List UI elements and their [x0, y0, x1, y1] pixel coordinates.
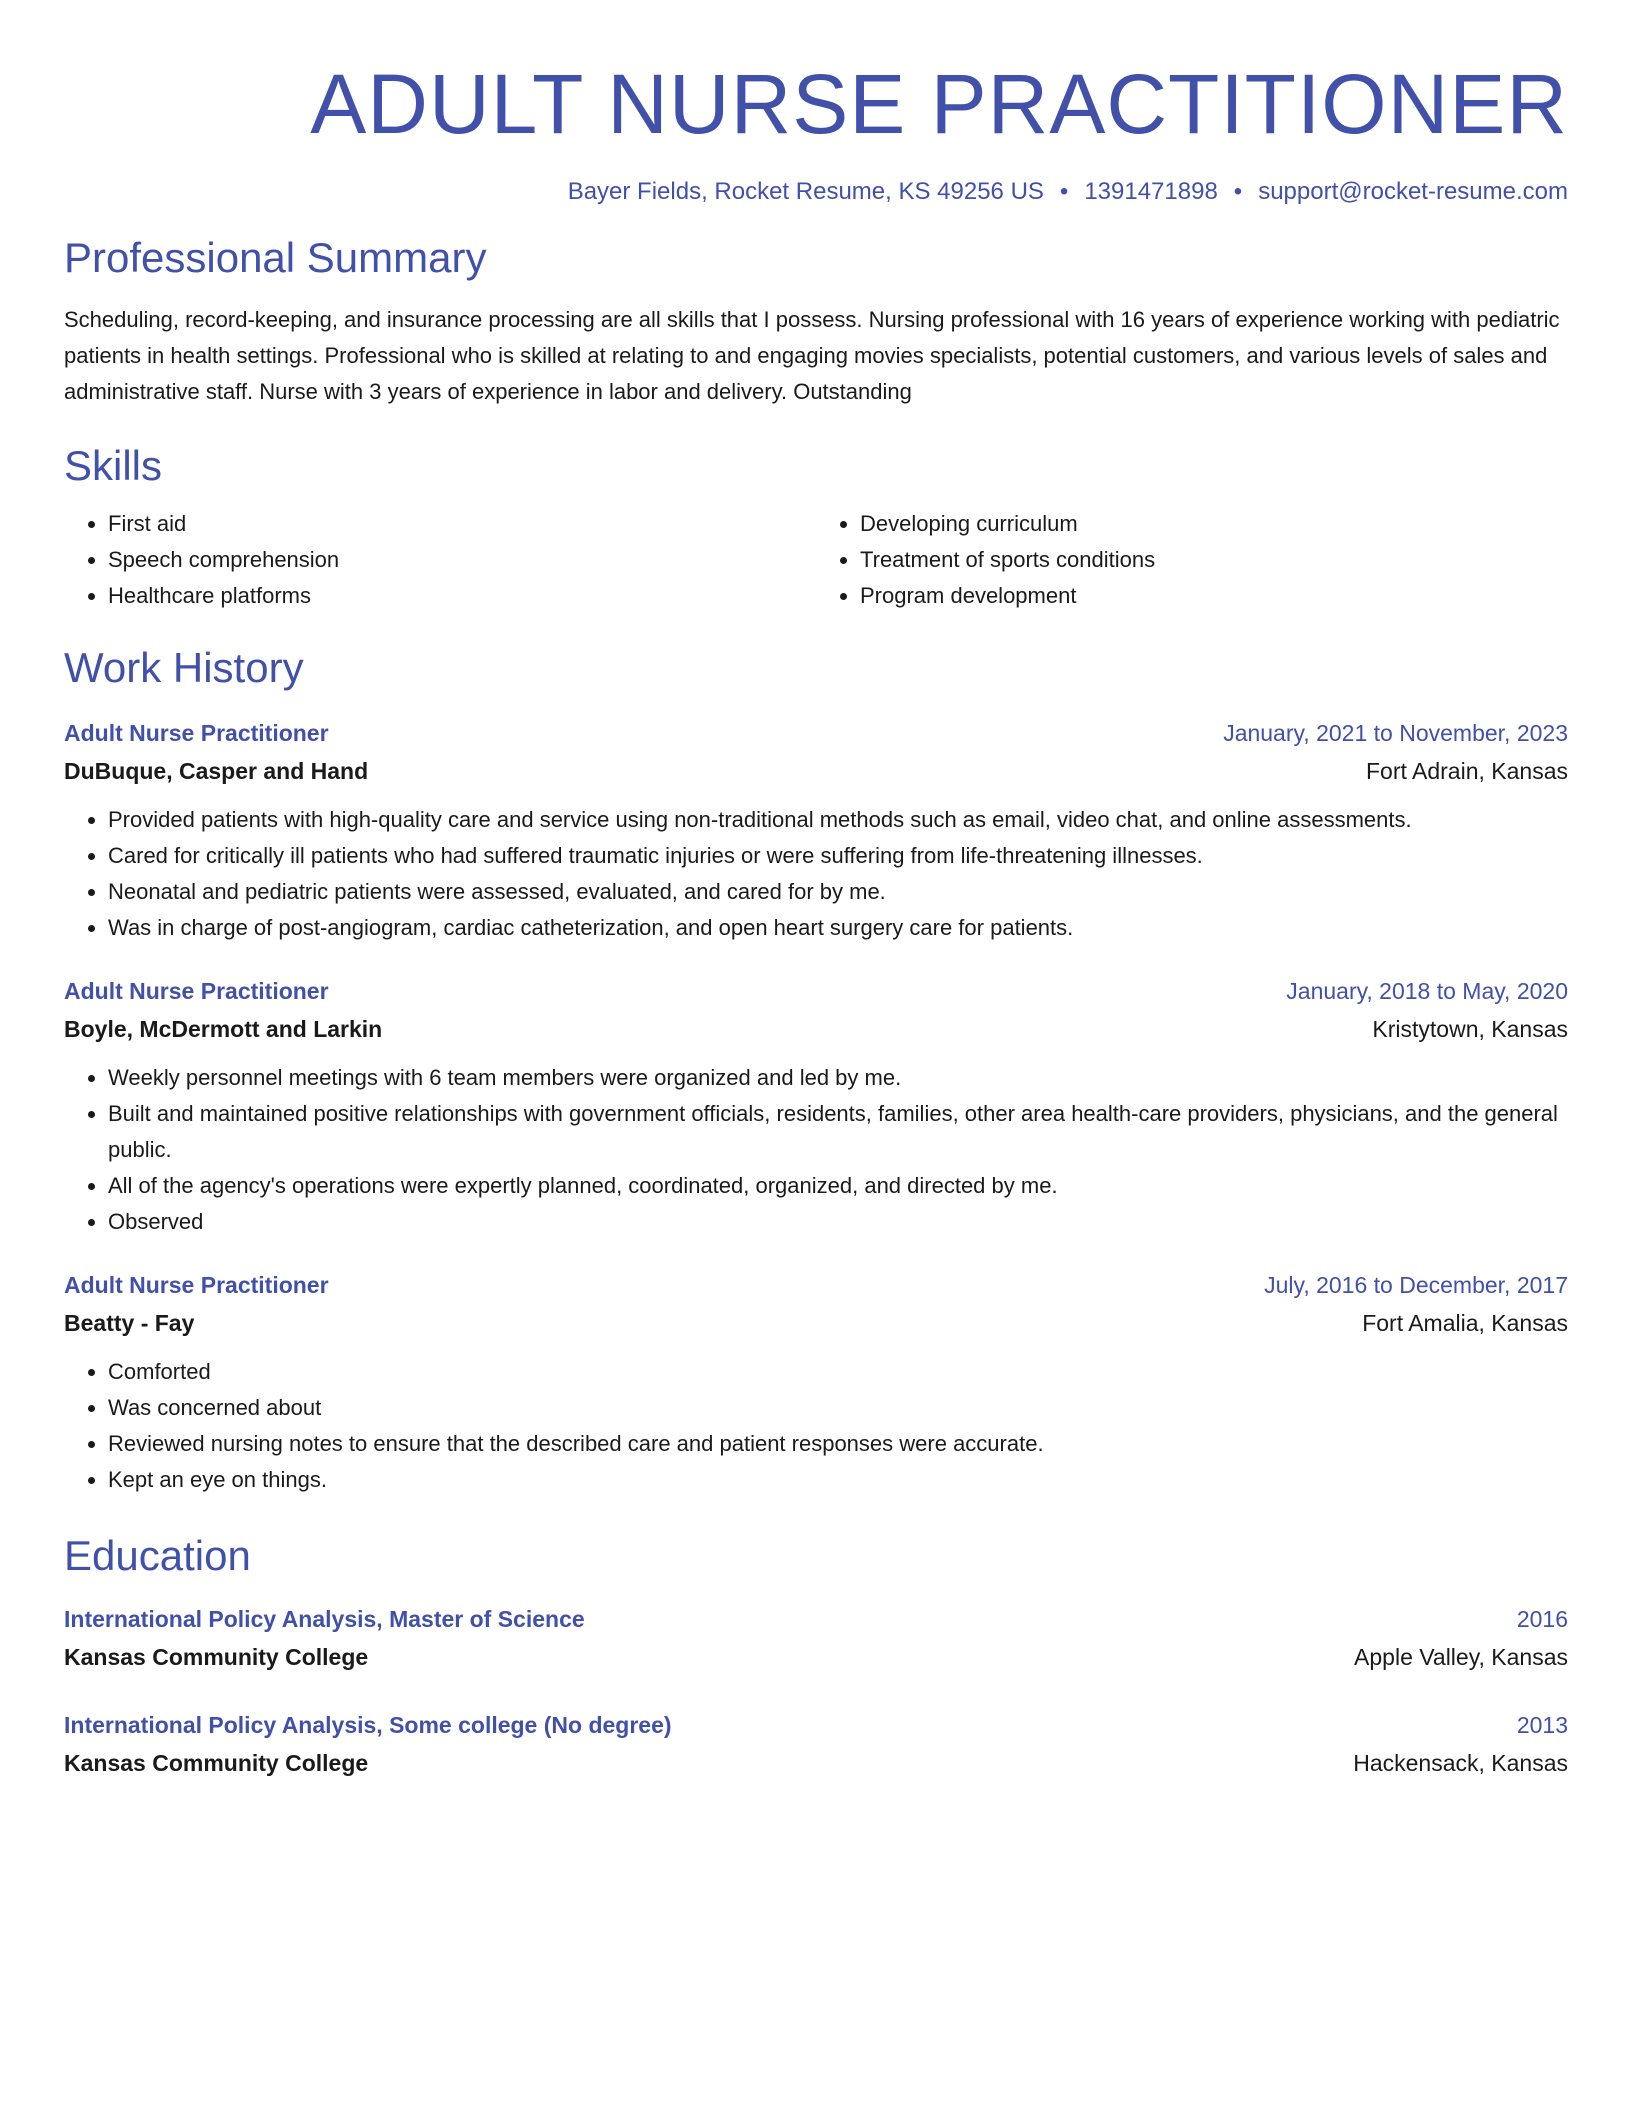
- education-location: Hackensack, Kansas: [1353, 1750, 1568, 1776]
- job-location: Fort Adrain, Kansas: [1366, 758, 1568, 784]
- skills-list-right: [816, 506, 1568, 614]
- education-heading: Education: [64, 1532, 251, 1579]
- job-entry: [64, 714, 1568, 946]
- skills-heading: Skills: [64, 442, 163, 489]
- job-bullet: • All of the agency's operations were expertly planned, coordinated, organized, and directed by me.: [108, 1168, 1568, 1204]
- job-dates: July, 2016 to December, 2017: [1264, 1272, 1568, 1298]
- job-location: Kristytown, Kansas: [1372, 1016, 1568, 1042]
- contact-phone: 1391471898: [1084, 178, 1218, 205]
- job-bullet: • Comforted: [108, 1354, 1568, 1390]
- education-year: 2013: [1516, 1712, 1568, 1738]
- job-location: Fort Amalia, Kansas: [1362, 1310, 1568, 1336]
- education-section: [64, 1530, 1568, 1782]
- job-bullet: • Reviewed nursing notes to ensure that the described care and patient responses were accurate.: [108, 1426, 1568, 1462]
- contact-address: Bayer Fields, Rocket Resume, KS 49256 US: [567, 178, 1044, 205]
- job-bullet: • Kept an eye on things.: [108, 1462, 1568, 1498]
- skills-section: [64, 440, 1568, 614]
- job-bullet: • Was concerned about: [108, 1390, 1568, 1426]
- job-bullet: • Cared for critically ill patients who had suffered traumatic injuries or were suffering from life-threatening illnesses.: [108, 838, 1568, 874]
- job-bullets: [64, 1060, 1568, 1240]
- job-entry: [64, 1266, 1568, 1498]
- summary-text: Scheduling, record-keeping, and insurance processing are all skills that I possess. Nursing professional with 16 years of experience working with pediatric patients in health settings. Professional who is skilled at relating to and engaging movies specialists, potential customers, and various levels of sales and administrative staff. Nurse with 3 years of experience in labor and delivery. Outstanding: [64, 307, 1560, 404]
- job-bullet: • Was in charge of post-angiogram, cardiac catheterization, and open heart surgery care for patients.: [108, 910, 1568, 946]
- contact-email: support@rocket-resume.com: [1258, 178, 1568, 205]
- job-company-row: [64, 1010, 1568, 1048]
- candidate-title: ADULT NURSE PRACTITIONER: [310, 57, 1568, 151]
- summary-section: [64, 232, 1568, 410]
- skill-item: • Speech comprehension: [108, 542, 816, 578]
- education-school-row: [64, 1638, 1568, 1676]
- education-degree-row: [64, 1600, 1568, 1638]
- job-dates: January, 2018 to May, 2020: [1286, 978, 1568, 1004]
- job-bullet: • Provided patients with high-quality care and service using non-traditional methods such as email, video chat, and online assessments.: [108, 802, 1568, 838]
- education-school: Kansas Community College: [64, 1644, 369, 1670]
- education-entry: [64, 1706, 1568, 1782]
- skills-list-left: [64, 506, 816, 614]
- job-title-row: [64, 972, 1568, 1010]
- job-role: Adult Nurse Practitioner: [64, 720, 329, 746]
- education-degree: International Policy Analysis, Some college (No degree): [64, 1712, 672, 1738]
- skill-item: • Healthcare platforms: [108, 578, 816, 614]
- job-company-row: [64, 1304, 1568, 1342]
- job-title-row: [64, 714, 1568, 752]
- skill-item: • First aid: [108, 506, 816, 542]
- job-role: Adult Nurse Practitioner: [64, 978, 329, 1004]
- education-degree-row: [64, 1706, 1568, 1744]
- work-history-section: [64, 642, 1568, 1498]
- education-location: Apple Valley, Kansas: [1354, 1644, 1568, 1670]
- education-entry: [64, 1600, 1568, 1676]
- contact-separator: •: [1233, 178, 1243, 205]
- resume-header: [64, 0, 1568, 208]
- skills-columns: [64, 506, 1568, 614]
- skill-item: • Treatment of sports conditions: [860, 542, 1568, 578]
- job-company: DuBuque, Casper and Hand: [64, 758, 369, 784]
- education-school: Kansas Community College: [64, 1750, 369, 1776]
- education-degree: International Policy Analysis, Master of Science: [64, 1606, 585, 1632]
- job-bullet: • Built and maintained positive relationships with government officials, residents, families, other area health-care providers, physicians, and the general public.: [108, 1096, 1568, 1168]
- job-title-row: [64, 1266, 1568, 1304]
- job-bullets: [64, 802, 1568, 946]
- job-dates: January, 2021 to November, 2023: [1223, 720, 1568, 746]
- job-role: Adult Nurse Practitioner: [64, 1272, 329, 1298]
- job-entry: [64, 972, 1568, 1240]
- skill-item: • Developing curriculum: [860, 506, 1568, 542]
- job-bullet: • Observed: [108, 1204, 1568, 1240]
- job-bullets: [64, 1354, 1568, 1498]
- skill-item: • Program development: [860, 578, 1568, 614]
- summary-heading: Professional Summary: [64, 234, 487, 281]
- contact-separator: •: [1059, 178, 1069, 205]
- job-company: Boyle, McDermott and Larkin: [64, 1016, 383, 1042]
- job-bullet: • Weekly personnel meetings with 6 team members were organized and led by me.: [108, 1060, 1568, 1096]
- job-company-row: [64, 752, 1568, 790]
- work-history-heading: Work History: [64, 644, 304, 691]
- education-year: 2016: [1516, 1606, 1568, 1632]
- contact-line: [64, 176, 1568, 208]
- education-school-row: [64, 1744, 1568, 1782]
- job-bullet: • Neonatal and pediatric patients were assessed, evaluated, and cared for by me.: [108, 874, 1568, 910]
- job-company: Beatty - Fay: [64, 1310, 195, 1336]
